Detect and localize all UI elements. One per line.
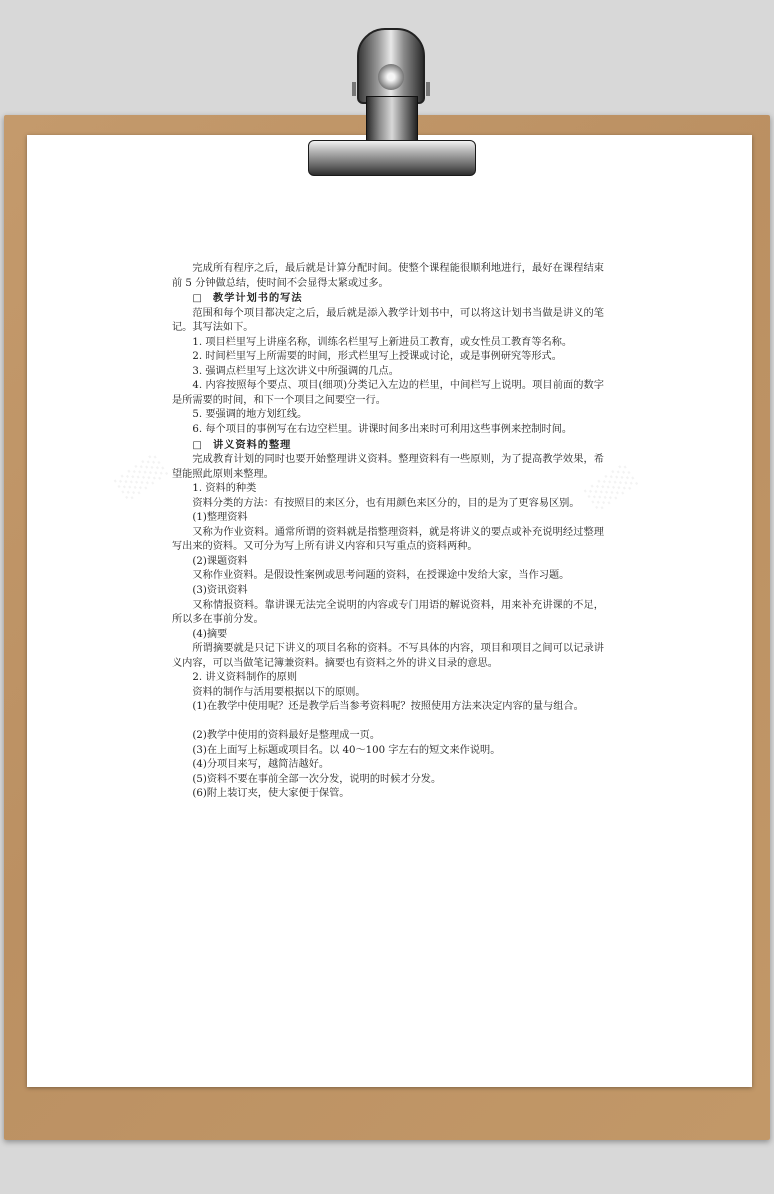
section-heading-text: 讲义资料的整理 xyxy=(213,438,292,451)
body-paragraph: (1)在教学中使用呢？还是教学后当参考资料呢？按照使用方法来决定内容的量与组合。 xyxy=(192,701,584,713)
body-paragraph: 又称情报资料。靠讲课无法完全说明的内容或专门用语的解说资料，用来补充讲课的不足，所以多在事前分发。 xyxy=(172,599,604,626)
section-heading xyxy=(172,438,604,454)
body-paragraph: 又称作业资料。是假设性案例或思考问题的资料，在授课途中发给大家，当作习题。 xyxy=(192,570,570,582)
body-paragraph: (1)整理资料 xyxy=(192,512,248,524)
body-paragraph: (4)分项目来写，越简洁越好。 xyxy=(192,759,330,771)
body-paragraph: 2. 讲义资料制作的原则 xyxy=(192,672,298,684)
body-paragraph: 3. 强调点栏里写上这次讲义中所强调的几点。 xyxy=(192,365,399,377)
body-paragraph: (3)资讯资料 xyxy=(192,585,248,597)
body-paragraph: 4. 内容按照每个要点、项目(细项)分类记入左边的栏里，中间栏写上说明。项目前面的数字是所需要的时间，和下一个项目之间要空一行。 xyxy=(172,380,604,406)
body-paragraph: 范围和每个项目都决定之后，最后就是添入教学计划书中，可以将这计划书当做是讲义的笔记。其写法如下。 xyxy=(172,307,604,334)
body-paragraph: (4)摘要 xyxy=(192,628,228,640)
document-body xyxy=(172,262,604,802)
binder-clip-icon xyxy=(300,20,480,180)
body-paragraph: 完成教育计划的同时也要开始整理讲义资料。整理资料有一些原则，为了提高教学效果，希望能照此原则来整理。 xyxy=(172,454,604,480)
checkbox-square-icon: □ xyxy=(192,293,204,305)
body-paragraph: (6)附上装订夹，使大家便于保管。 xyxy=(192,788,350,800)
body-paragraph: 1. 资料的种类 xyxy=(192,483,257,495)
body-paragraph: 完成所有程序之后，最后就是计算分配时间。使整个课程能很顺利地进行，最好在课程结束前 5 分钟做总结，使时间不会显得太紧或过多。 xyxy=(172,263,604,289)
body-paragraph: (3)在上面写上标题或项目名。以 40～100 字左右的短文来作说明。 xyxy=(192,744,501,756)
watermark-right: ░░░ xyxy=(584,462,641,513)
body-paragraph: (2)课题资料 xyxy=(192,555,248,567)
body-paragraph: 又称为作业资料。通常所谓的资料就是指整理资料，就是将讲义的要点或补充说明经过整理写出来的资料。又可分为写上所有讲义内容和只写重点的资料两种。 xyxy=(172,526,604,553)
body-paragraph: 所谓摘要就是只记下讲义的项目名称的资料。不写具体的内容，项目和项目之间可以记录讲义内容，可以当做笔记簿兼资料。摘要也有资料之外的讲义目录的意思。 xyxy=(172,643,604,669)
body-paragraph: (2)教学中使用的资料最好是整理成一页。 xyxy=(192,729,381,741)
body-paragraph: (5)资料不要在事前全部一次分发，说明的时候才分发。 xyxy=(192,773,442,785)
body-paragraph: 2. 时间栏里写上所需要的时间，形式栏里写上授课或讨论，或是事例研究等形式。 xyxy=(192,351,562,363)
body-paragraph: 5. 要强调的地方划红线。 xyxy=(192,409,308,421)
section-heading xyxy=(172,291,604,307)
body-paragraph: 1. 项目栏里写上讲座名称，训练名栏里写上新进员工教育，或女性员工教育等名称。 xyxy=(192,336,573,348)
body-paragraph: 资料的制作与活用要根据以下的原则。 xyxy=(192,686,366,698)
section-heading-text: 教学计划书的写法 xyxy=(213,292,303,305)
body-paragraph: 6. 每个项目的事例写在右边空栏里。讲课时间多出来时可利用这些事例来控制时间。 xyxy=(192,424,573,436)
body-paragraph: 资料分类的方法：有按照目的来区分，也有用颜色来区分的，目的是为了更容易区别。 xyxy=(192,497,580,509)
checkbox-square-icon: □ xyxy=(192,439,204,451)
watermark-left: ░░░ xyxy=(114,452,171,503)
